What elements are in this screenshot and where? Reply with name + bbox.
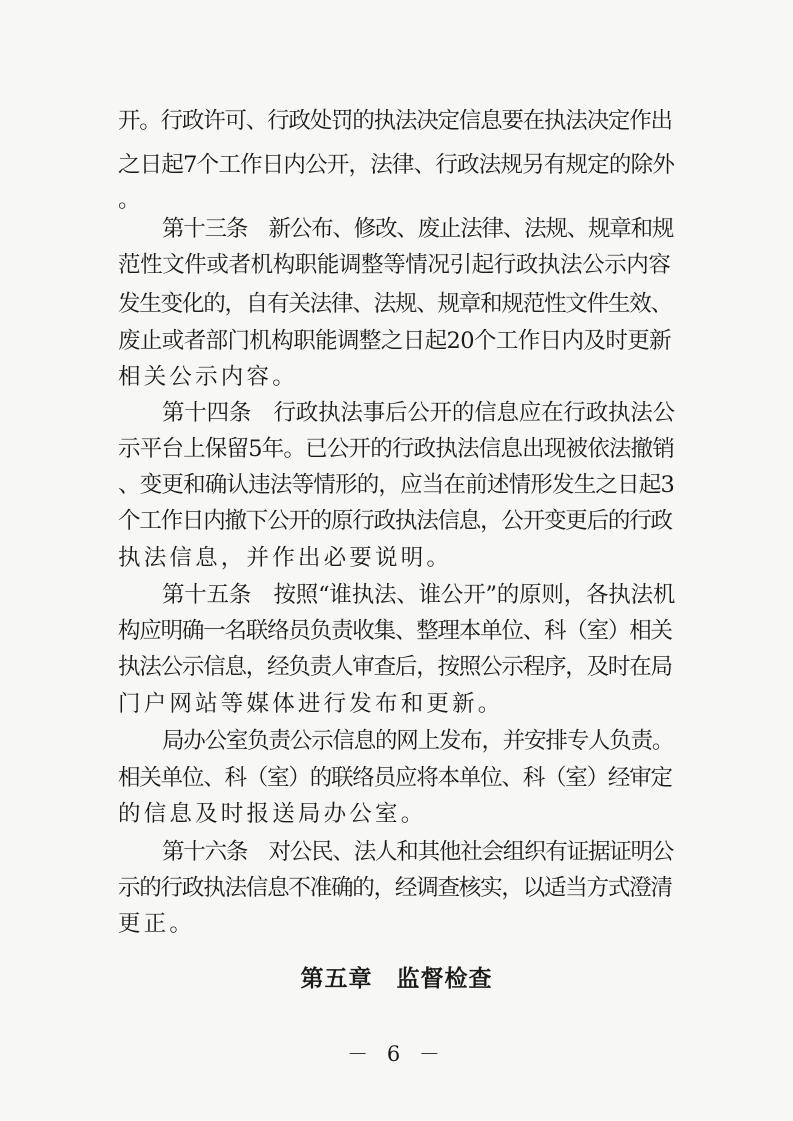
text-line: 相关公示内容。 [118, 364, 298, 390]
text-line: 相关单位、科（室）的联络员应将本单位、科（室）经审定 [118, 765, 672, 791]
page-number: － 6 － [347, 1042, 446, 1066]
text-line: 构应明确一名联络员负责收集、整理本单位、科（室）相关 [118, 618, 672, 644]
text-line: 的信息及时报送局办公室。 [118, 801, 427, 827]
article-13-line: 第十三条 新公布、修改、废止法律、法规、规章和规 [162, 216, 674, 242]
text-line: 示平台上保留5年。已公开的行政执法信息出现被依法撤销 [118, 436, 675, 462]
text-line: 门户网站等媒体进行发布和更新。 [118, 691, 504, 717]
text-line: 范性文件或者机构职能调整等情况引起行政执法公示内容 [118, 252, 671, 278]
text-line: 。 [118, 187, 144, 213]
text-line: 个工作日内撤下公开的原行政执法信息，公开变更后的行政 [118, 508, 672, 534]
text-line: 更正。 [118, 911, 196, 937]
article-15-line: 第十五条 按照“谁执法、谁公开”的原则，各执法机 [162, 582, 676, 608]
text-line: 、变更和确认违法等情形的，应当在前述情形发生之日起3 [118, 472, 675, 498]
text-line: 开。行政许可、行政处罚的执法决定信息要在执法决定作出 [118, 108, 672, 134]
text-line: 执法公示信息，经负责人审查后，按照公示程序，及时在局 [118, 654, 672, 680]
text-line: 之日起7个工作日内公开，法律、行政法规另有规定的除外 [118, 152, 675, 178]
text-line: 发生变化的，自有关法律、法规、规章和规范性文件生效、 [118, 291, 672, 317]
text-line: 示的行政执法信息不准确的，经调查核实，以适当方式澄清 [118, 875, 672, 901]
chapter-heading: 第五章 监督检查 [300, 966, 493, 992]
paragraph-line: 局办公室负责公示信息的网上发布，并安排专人负责。 [162, 728, 674, 754]
article-14-line: 第十四条 行政执法事后公开的信息应在行政执法公 [162, 400, 675, 426]
article-16-line: 第十六条 对公民、法人和其他社会组织有证据证明公 [162, 839, 674, 865]
text-line: 废止或者部门机构职能调整之日起20个工作日内及时更新 [118, 328, 672, 354]
text-line: 执法信息，并作出必要说明。 [118, 545, 453, 571]
